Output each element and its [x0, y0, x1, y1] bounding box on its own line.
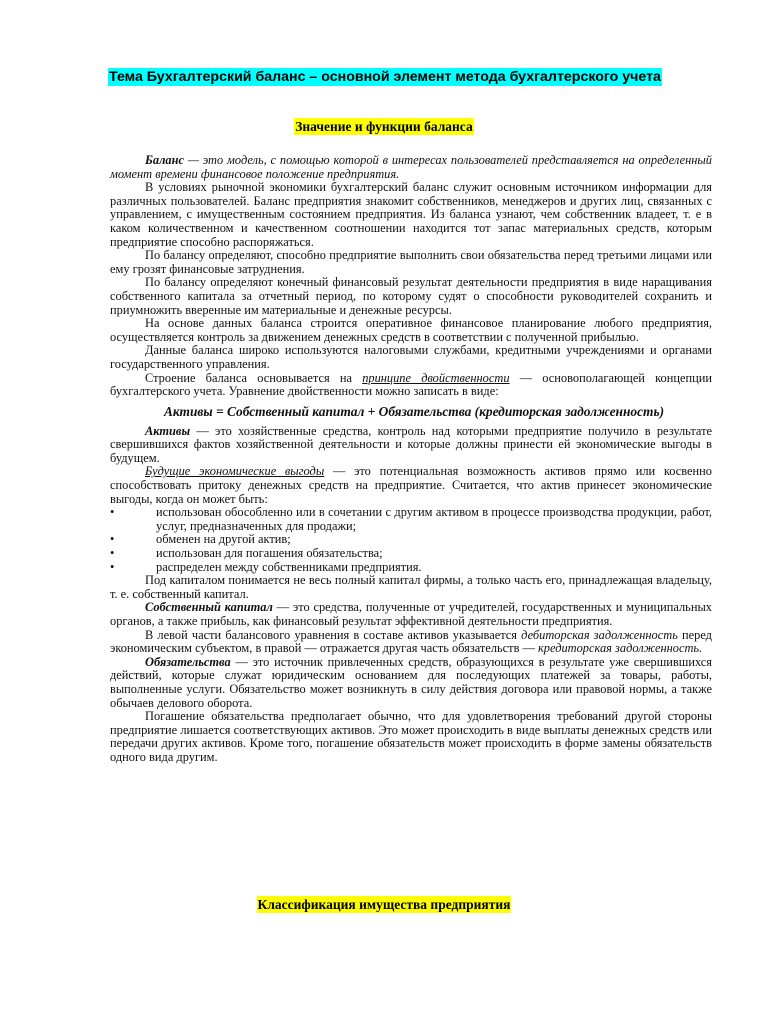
list-item — [110, 506, 712, 533]
paragraph-liabilities — [110, 656, 712, 710]
term-equity: Собственный капитал — [145, 600, 273, 615]
paragraph-text: — основополагающей концепции бухгалтерского учета. Уравнение двойственности можно записать в виде: — [110, 370, 713, 399]
paragraph-obligations-check: По балансу определяют, способно предприятие выполнить свои обязательства перед третьими лицами или ему грозят финансовые затруднения. — [110, 248, 712, 276]
list-item — [110, 561, 712, 575]
paragraph-planning: На основе данных баланса строится оперативное финансовое планирование любого предприятия, осуществляется контроль за движением денежных средств в соответствии с полученной прибылью. — [110, 316, 712, 344]
bullet-icon: • — [110, 546, 115, 561]
paragraph-market-economy: В условиях рыночной экономики бухгалтерский баланс служит основным источником информации для различных пользователей. Баланс предприятия знакомит собственников, менеджеров и других лиц, связанных с управлением, с имущественным состоянием предприятия. Из баланса узнают, чем собственник владеет, т. е в каком количественном и качественном соотношении находится тот запас материальных средств, которым предприятие способно распоряжаться. — [110, 180, 712, 249]
paragraph-economic-benefits — [110, 465, 712, 506]
section-heading-balance-functions — [0, 118, 768, 136]
section-heading-text: Классификация имущества предприятия — [257, 897, 511, 912]
list-item-text: использован для погашения обязательства; — [156, 546, 383, 561]
paragraph-text: — это хозяйственные средства, контроль над которыми предприятие получило в результате свершившихся фактов хозяйственной деятельности и которые должны принести ей экономические выгоды в будущем. — [110, 423, 712, 465]
paragraph-receivables — [110, 629, 712, 656]
paragraph-capital: Под капиталом понимается не весь полный капитал фирмы, а только часть его, принадлежащая владельцу, т. е. собственный капитал. — [110, 573, 712, 601]
term-duality-principle: принципе двойственности — [362, 370, 510, 385]
document-title — [108, 66, 668, 88]
list-item-text: обменен на другой актив; — [156, 532, 291, 547]
paragraph-text: перед экономическим субъектом, в правой — отражается другая часть обязательств — — [110, 627, 712, 656]
list-item — [110, 533, 712, 547]
term-payables: кредиторская задолженность. — [538, 641, 703, 656]
document-title-text: Тема Бухгалтерский баланс – основной элемент метода бухгалтерского учета — [109, 69, 661, 85]
paragraph-equity — [110, 601, 712, 628]
paragraph-repayment: Погашение обязательства предполагает обычно, что для удовлетворения требований другой стороны предприятие лишается соответствующих активов. Это может происходить в виде выплаты денежных средств или передачи других активов. Кроме того, погашение обязательств может происходить в форме замены обязательств одного вида другим. — [110, 709, 712, 764]
balance-equation: Активы = Собственный капитал + Обязательства (кредиторская задолженность) — [164, 403, 665, 419]
term-economic-benefits: Будущие экономические выгоды — [145, 464, 325, 479]
paragraph-assets — [110, 425, 712, 466]
list-item-text: использован обособленно или в сочетании с другим активом в процессе производства продукции, работ, услуг, предназначенных для продажи; — [156, 505, 712, 533]
paragraph-financial-result: По балансу определяют конечный финансовый результат деятельности предприятия в виде наращивания собственного капитала за отчетный период, по которому судят о способности руководителей сохранить и приумножить вверенные им материальные и денежные ресурсы. — [110, 275, 712, 317]
bullet-icon: • — [110, 532, 115, 547]
term-balance: Баланс — [145, 153, 184, 167]
paragraph-tax-services: Данные баланса широко используются налоговыми службами, кредитными учреждениями и органами государственного управления. — [110, 343, 712, 371]
paragraph-text: В левой части балансового уравнения в составе активов указывается — [145, 627, 522, 642]
paragraph-duality-principle — [110, 372, 712, 399]
document-body — [110, 154, 712, 765]
section-heading-property-classification — [0, 896, 768, 914]
term-assets: Активы — [145, 423, 191, 438]
term-liabilities: Обязательства — [145, 654, 231, 669]
bullet-icon: • — [110, 559, 115, 574]
paragraph-text: — это источник привлеченных средств, образующихся в результате уже свершившихся действий, которые служат юридическим основанием для последующих платежей за товары, работы, выполненные услуги. Обязательство может возникнуть в силу действия договора или правовой нормы, а также обычаев делового оборота. — [110, 654, 712, 710]
paragraph-text: Строение баланса основывается на — [145, 370, 363, 385]
list-item — [110, 547, 712, 561]
list-item-text: распределен между собственниками предприятия. — [156, 559, 422, 574]
term-receivables: дебиторская задолженность — [521, 627, 678, 642]
paragraph-balance-definition — [110, 154, 712, 181]
paragraph-text: — это модель, с помощью которой в интересах пользователей представляется на определенный момент времени финансовое положение предприятия. — [110, 153, 712, 181]
section-heading-text: Значение и функции баланса — [295, 119, 473, 134]
bullet-icon: • — [110, 505, 115, 520]
paragraph-text: — это средства, полученные от учредителей, государственных и муниципальных органов, а также прибыль, как финансовый результат эффективной деятельности предприятия. — [110, 600, 712, 628]
paragraph-text: — это потенциальная возможность активов прямо или косвенно способствовать притоку денежных средств на предприятие. Считается, что актив принесет экономические выгоды, когда он может быть: — [110, 464, 712, 506]
